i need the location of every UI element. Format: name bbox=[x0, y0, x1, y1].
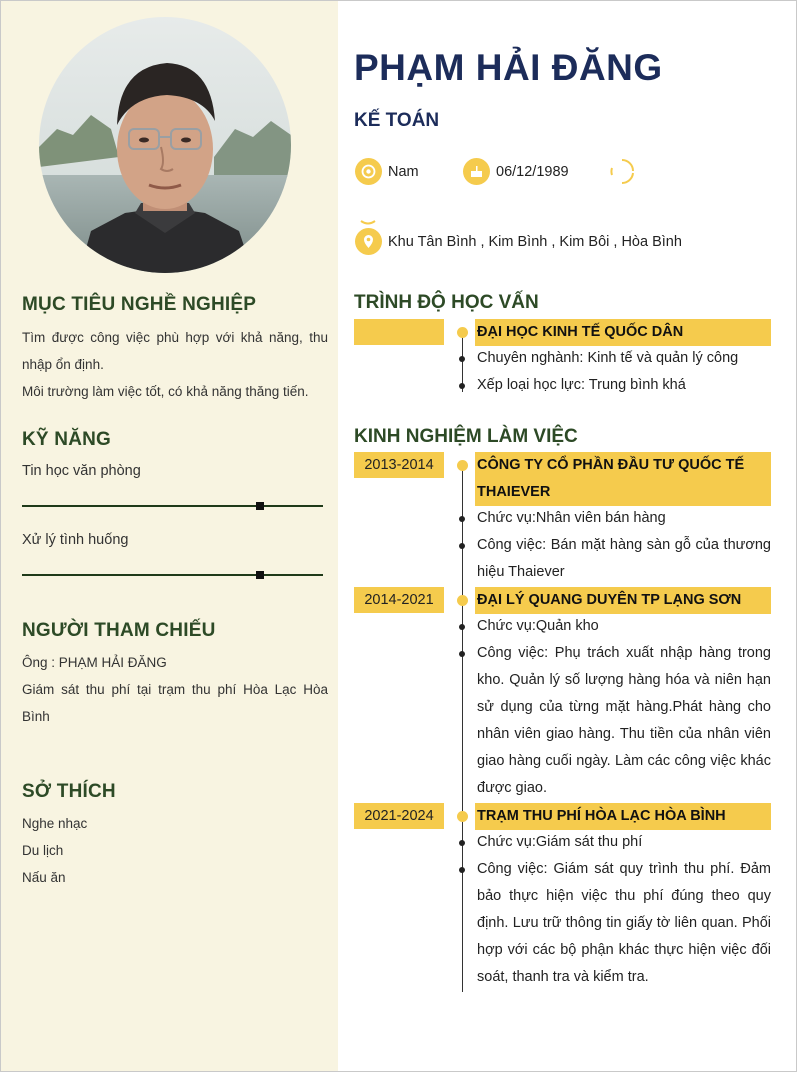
objective-line: Môi trường làm việc tốt, có khả năng thăng tiến. bbox=[22, 384, 309, 399]
bullet bbox=[459, 624, 465, 630]
objective-line: Tìm được công việc phù hợp với khả năng, thu nhập ổn định. bbox=[22, 330, 328, 372]
birthday-value: 06/12/1989 bbox=[496, 163, 569, 180]
education-grade: Xếp loại học lực: Trung bình khá bbox=[477, 377, 686, 393]
hobby-item: Nấu ăn bbox=[22, 870, 66, 885]
skill-bar bbox=[22, 574, 323, 576]
skill-name: Tin học văn phòng bbox=[22, 463, 141, 479]
bullet bbox=[459, 543, 465, 549]
job-role: Chức vụ:Giám sát thu phí bbox=[477, 834, 643, 850]
skill-bar bbox=[22, 505, 323, 507]
job-duty: Công việc: Bán mặt hàng sàn gỗ của thương hiệu Thaiever bbox=[477, 537, 771, 580]
experience-title: KINH NGHIỆM LÀM VIỆC bbox=[354, 426, 578, 447]
skills-section bbox=[22, 429, 328, 451]
job-duty: Công việc: Giám sát quy trình thu phí. Đảm bảo thực hiện việc thu phí đúng theo quy định. Lưu trữ thông tin giấy tờ liên quan. Phối hợp với các bộ phận khác thực hiện việc đối soát, thanh tra và kiểm tra. bbox=[477, 861, 771, 985]
job-company: CÔNG TY CỔ PHẦN ĐẦU TƯ QUỐC TẾ THAIEVER bbox=[475, 452, 771, 506]
timeline-dot bbox=[457, 460, 468, 471]
job-period: 2021-2024 bbox=[354, 803, 444, 829]
reference-position: Giám sát thu phí tại trạm thu phí Hòa Lạc Hòa Bình bbox=[22, 682, 328, 724]
address-info bbox=[355, 228, 682, 255]
job-title: KẾ TOÁN bbox=[354, 110, 440, 131]
job-period: 2014-2021 bbox=[354, 587, 444, 613]
education-major: Chuyên nghành: Kinh tế và quản lý công bbox=[477, 350, 739, 366]
hobbies-section bbox=[22, 781, 328, 891]
education-date-box bbox=[354, 319, 444, 345]
reference-section bbox=[22, 620, 328, 730]
reference-person: Ông : PHẠM HẢI ĐĂNG bbox=[22, 655, 167, 670]
job-role: Chức vụ:Nhân viên bán hàng bbox=[477, 510, 666, 526]
education-title: TRÌNH ĐỘ HỌC VẤN bbox=[354, 292, 539, 313]
skill-item bbox=[22, 532, 328, 582]
job-company: ĐẠI LÝ QUANG DUYÊN TP LẠNG SƠN bbox=[475, 587, 771, 614]
profile-photo bbox=[39, 17, 291, 273]
left-sidebar bbox=[1, 1, 338, 1071]
job-period: 2013-2014 bbox=[354, 452, 444, 478]
objective-title: MỤC TIÊU NGHỀ NGHIỆP bbox=[22, 294, 257, 315]
hobby-item: Nghe nhạc bbox=[22, 816, 88, 831]
gender-value: Nam bbox=[388, 163, 419, 180]
email-icon bbox=[355, 213, 382, 219]
candidate-name: PHẠM HẢI ĐĂNG bbox=[354, 47, 663, 88]
job-company: TRẠM THU PHÍ HÒA LẠC HÒA BÌNH bbox=[475, 803, 771, 830]
hobbies-title: SỞ THÍCH bbox=[22, 781, 116, 802]
location-pin-icon bbox=[355, 228, 382, 255]
reference-title: NGƯỜI THAM CHIẾU bbox=[22, 620, 216, 641]
bullet bbox=[459, 651, 465, 657]
phone-icon bbox=[609, 158, 635, 185]
bullet bbox=[459, 867, 465, 873]
skill-level-marker bbox=[256, 502, 264, 510]
timeline-dot bbox=[457, 327, 468, 338]
bullet bbox=[459, 383, 465, 389]
bullet bbox=[459, 356, 465, 362]
gender-icon bbox=[355, 158, 382, 185]
timeline-dot bbox=[457, 595, 468, 606]
skill-item bbox=[22, 463, 328, 513]
gender-info bbox=[355, 158, 419, 185]
skills-title: KỸ NĂNG bbox=[22, 429, 112, 450]
job-duty: Công việc: Phụ trách xuất nhập hàng trong kho. Quản lý số lượng hàng hóa và niên hạn sử dụng của từng mặt hàng.Phát hàng cho nhân viên giao hàng. Thu tiền của nhân viên giao hàng cuối ngày. Làm các công việc khác được giao. bbox=[477, 645, 771, 796]
hobby-item: Du lịch bbox=[22, 843, 64, 858]
bullet bbox=[459, 516, 465, 522]
skill-level-marker bbox=[256, 571, 264, 579]
timeline-dot bbox=[457, 811, 468, 822]
education-school: ĐẠI HỌC KINH TẾ QUỐC DÂN bbox=[475, 319, 771, 346]
job-role: Chức vụ:Quản kho bbox=[477, 618, 599, 634]
birthday-info bbox=[463, 158, 569, 185]
bullet bbox=[459, 840, 465, 846]
address-value: Khu Tân Bình , Kim Bình , Kim Bôi , Hòa Bình bbox=[388, 233, 682, 250]
avatar bbox=[39, 17, 291, 273]
objective-section bbox=[22, 294, 328, 405]
birthday-cake-icon bbox=[463, 158, 490, 185]
skill-name: Xử lý tình huống bbox=[22, 532, 129, 548]
